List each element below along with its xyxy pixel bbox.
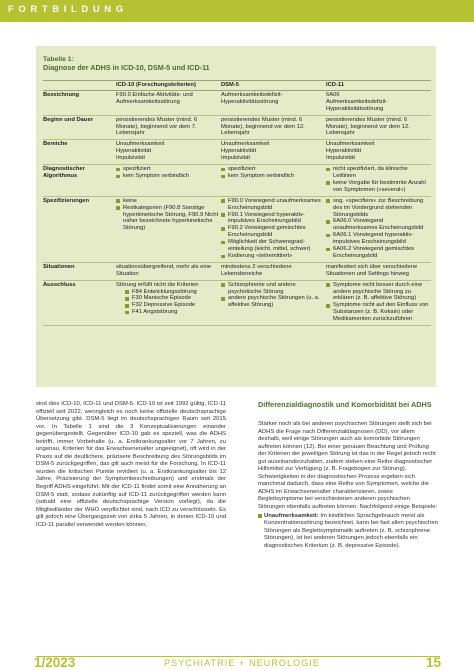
- cell-text: F84 Entwicklungsstörung: [132, 288, 197, 295]
- body-text-left: sind dies ICD-10, ICD-11 und DSM-5. ICD-10 ist seit 1992 gültig, ICD-11 offiziell seit 2022, wenngleich es noch keine offizielle deutschsprachige Übersetzung gibt. DSM-5 liegt im deutschsprachigen Raum seit 2015 vor. In Tabelle 1 sind die 3 Konzeptualisierungen einander gegenübergestellt. Gegenüber ICD-10 gab es speziell, was die ADHS betrifft, immer Vorbehalte (u. a. Erstkrankungsalter vor 7 Jahren, zu ungenau, Kriterien für das Erwachsenenalter ungeeignet), oft wird in der Praxis auf die deutlichere, präzisere Beschreibung des Störungsbilds im DSM-5 zurückgegriffen, das gilt auch meist für die Forschung. In ICD-11 wurden die kritischen Punkte revidiert (u. a. Erstkrankungsalter bis 12 Jahre, Präzisierung der Symptombeschreibungen) und erstmals der Begriff ADHS eingeführt. Mit der ICD-11 findet somit eine Annäherung an DSM-5 statt, sodass zukünftig auf ICD-11 zurückgegriffen werden kann (sobald eine offizielle deutschsprachige Version vorliegt), da die Mitgliedländer der WHO verpflichtet sind, nach ICD zu verschlüsseln. Es gilt jedoch eine Übergangszeit von zirka 5 Jahren, in denen ICD-10 und ICD-11 parallel verwendet werden können.: [36, 401, 226, 528]
- bullet-icon: [221, 175, 225, 179]
- cell-text: Symptome nicht auf den Einfluss von Substanzen (z. B. Kokain) oder Medikamenten zurückzuführen: [333, 302, 429, 323]
- cell-text: F30 Manische Episode: [132, 295, 191, 302]
- cell-text: F41 Angststörung: [132, 309, 178, 316]
- bullet-icon: [326, 220, 330, 224]
- cell-text: persistierendes Muster (mind. 6 Monate), beginnend vor dem 12. Lebensjahr: [326, 116, 410, 137]
- cell-list-item: [326, 282, 429, 303]
- table-cell-dsm5: [221, 280, 326, 325]
- cell-text: Hyperaktivität: [221, 148, 257, 155]
- bullet-icon: [221, 297, 225, 301]
- cell-text: [116, 264, 219, 278]
- cell-text: keine Vorgabe für bestimmte Anzahl von Symptomen («several»): [333, 179, 426, 193]
- cell-text: [326, 155, 429, 162]
- cell-text: persistierendes Muster (mind. 6 Monate), beginnend vor dem 7. Lebensjahr: [116, 116, 198, 137]
- cell-text: Störung erfüllt nicht die Kriterien: [116, 281, 199, 288]
- cell-text: F90.0 Einfache Aktivitäts- und Aufmerksamkeitsstörung: [116, 91, 193, 105]
- body-paragraph: Stärker noch als bei anderen psychischen Störungen stellt sich bei ADHS die Frage nach Differenzialdiagnosen (DD), vor allem deshalb, weil einige Störungen auch als komorbide Störungen auftreten können (12). Bei einer genauen Beachtung und Prüfung der Kriterien der jeweiligen Störung ist das in der Regel jedoch recht gut auseinanderzuhalten, zudem stehen eine Reihe diagnostischer Hilfsmittel zur Verfügung (z. B. Fragebogen zur Störung). Schwierigkeiten in der diagnostischen Prozess ergeben sich manchmal dadurch, dass eine Reihe von Symptomen, welche die ADHS im Erwachsenenalter charakterisieren, sowie Begleitsymptome bei verschiedenen anderen psychischen Störungen ebenfalls auftreten können. Nachfolgend einige Beispiele:: [258, 421, 438, 511]
- table-row: [43, 262, 431, 280]
- table-row: [43, 90, 431, 115]
- cell-list-item: [326, 218, 429, 232]
- cell-text: [221, 117, 324, 138]
- cell-list-item: [326, 166, 429, 180]
- cell-list-item: [221, 166, 324, 173]
- cell-text: mindestens 2 verschiedene Lebensbereiche: [221, 263, 292, 277]
- list-item-lead: Unaufmerksamkeit:: [264, 512, 319, 519]
- cell-text: [116, 148, 219, 155]
- table-cell-dsm5: [221, 165, 326, 197]
- table-row: [43, 115, 431, 140]
- table-row: [43, 165, 431, 197]
- cell-text: Möglichkeit der Schweregrad-einteilung (leicht, mittel, schwer): [228, 239, 311, 253]
- table-cell-icd10: [116, 90, 221, 115]
- bullet-icon: [116, 199, 120, 203]
- bullet-icon: [116, 175, 120, 179]
- cell-text: [221, 264, 324, 278]
- journal-title: PSYCHIATRIE + NEUROLOGIE: [163, 658, 320, 668]
- cell-text: Unaufmerksamkeit: [221, 141, 270, 148]
- cell-text: andere psychische Störungen (u. a. affektive Störung): [228, 295, 320, 309]
- cell-list-item: [221, 212, 324, 226]
- cell-list-item: [116, 289, 219, 296]
- row-label: Bezeichnung: [43, 90, 116, 115]
- bullet-icon: [116, 168, 120, 172]
- cell-text: sog. «specifiers» zur Beschreibung des im Vordergrund stehenden Störungsbilds: [333, 197, 424, 218]
- column-header: DSM-5: [221, 81, 326, 91]
- cell-list-item: [326, 246, 429, 260]
- table-cell-dsm5: [221, 90, 326, 115]
- bullet-icon: [221, 283, 225, 287]
- cell-text: [221, 148, 324, 155]
- body-text-right: [258, 421, 438, 550]
- bullet-icon: [221, 227, 225, 231]
- diagnosis-table: [43, 80, 431, 326]
- table-row: [43, 140, 431, 165]
- footer-rule: [36, 656, 440, 657]
- cell-list-item: [116, 166, 219, 173]
- cell-text: Impulsivität: [116, 155, 145, 162]
- table-cell-dsm5: [221, 140, 326, 165]
- cell-text: Restkategorien (F90.8 Sonstige hyperkinetische Störung, F90.9 Nicht näher bezeichnete hyperkinetische Störung): [123, 204, 219, 232]
- bullet-icon: [326, 168, 330, 172]
- cell-text: [326, 148, 429, 155]
- table-cell-icd11: [326, 165, 431, 197]
- cell-text: Schizophrenie und andere psychotische Störung: [228, 281, 296, 295]
- cell-list-item: [221, 295, 324, 309]
- cell-text: Unaufmerksamkeit: [116, 141, 165, 148]
- cell-text: [326, 264, 429, 278]
- section-heading: Differenzialdiagnostik und Komorbidität bei ADHS: [258, 400, 432, 409]
- cell-list-item: [221, 198, 324, 212]
- bullet-icon: [125, 290, 129, 294]
- cell-text: [326, 92, 429, 99]
- cell-text: kein Symptom verbindlich: [228, 172, 295, 179]
- page-number: 15: [426, 655, 442, 670]
- table-cell-dsm5: [221, 262, 326, 280]
- table-cell-icd11: [326, 280, 431, 325]
- row-label: Situationen: [43, 262, 116, 280]
- cell-text: [221, 155, 324, 162]
- table-cell-dsm5: [221, 196, 326, 262]
- cell-text: F90.1 Vorwiegend hyperaktiv-impulsives Erscheinungsbild: [228, 211, 305, 225]
- table-cell-icd11: [326, 115, 431, 140]
- cell-text: spezifiziert: [123, 166, 151, 173]
- bullet-icon: [221, 255, 225, 259]
- cell-list-item: [221, 173, 324, 180]
- bullet-icon: [221, 241, 225, 245]
- cell-text: [116, 282, 219, 289]
- table-cell-icd10: [116, 140, 221, 165]
- table-cell-dsm5: [221, 115, 326, 140]
- cell-list-item: [326, 232, 429, 246]
- table-cell-icd11: [326, 90, 431, 115]
- bullet-icon: [258, 514, 262, 518]
- table-cell-icd11: [326, 196, 431, 262]
- table-cell-icd10: [116, 262, 221, 280]
- cell-list-item: [221, 225, 324, 239]
- row-label: Spezifizierungen: [43, 196, 116, 262]
- cell-list-item: [116, 173, 219, 180]
- bullet-icon: [221, 213, 225, 217]
- section-label: FORTBILDUNG: [8, 4, 128, 15]
- cell-text: [326, 117, 429, 138]
- table-cell-icd10: [116, 115, 221, 140]
- cell-text: Hyperaktivität: [116, 148, 152, 155]
- cell-text: F90.2 Vorwiegend gemischtes Erscheinungsbild: [228, 225, 306, 239]
- bullet-icon: [125, 304, 129, 308]
- cell-text: Unaufmerksamkeit: [326, 141, 375, 148]
- cell-text: situationsübergreifend, mehr als eine Situation: [116, 263, 212, 277]
- cell-text: [116, 141, 219, 148]
- table-header-row: [43, 81, 431, 91]
- table-cell-icd10: [116, 165, 221, 197]
- cell-text: Aufmerksamkeitsdefizit-Hyperaktivitätsstörung: [221, 91, 283, 105]
- cell-text: Impulsivität: [326, 155, 355, 162]
- cell-text: [326, 99, 429, 113]
- cell-text: nicht spezifiziert, da klinische Leitlinien: [333, 166, 408, 179]
- cell-list-item: [116, 302, 219, 309]
- cell-list-item: [116, 198, 219, 205]
- cell-text: persistierendes Muster (mind. 6 Monate), beginnend vor dem 12. Lebensjahr: [221, 116, 305, 137]
- cell-text: F32 Depressive Episode: [132, 302, 196, 309]
- cell-text: Symptome nicht besser durch eine andere psychische Störung zu erklären (z. B. affektive Störung): [333, 281, 423, 302]
- cell-list-item: [221, 239, 324, 253]
- bullet-icon: [326, 283, 330, 287]
- table-caption: [43, 56, 210, 73]
- cell-text: [221, 92, 324, 106]
- cell-text: 6A06.1 Vorwiegend hyperaktiv-impulsives Erscheinungsbild: [333, 232, 414, 246]
- cell-text: manifestiert sich über verschiedene Situationen und Settings hinweg: [326, 263, 418, 277]
- table-cell-icd11: [326, 140, 431, 165]
- cell-list-item: [326, 302, 429, 323]
- row-label: Diagnostischer Algorithmus: [43, 165, 116, 197]
- list-item: [258, 513, 438, 551]
- caption-number: Tabelle 1:: [43, 56, 74, 63]
- bullet-icon: [326, 234, 330, 238]
- bullet-icon: [326, 248, 330, 252]
- cell-list-item: [221, 282, 324, 296]
- cell-list-item: [326, 198, 429, 219]
- bullet-icon: [221, 199, 225, 203]
- cell-list-item: [116, 205, 219, 233]
- cell-text: [221, 141, 324, 148]
- row-label: Bereiche: [43, 140, 116, 165]
- cell-text: 6A06: [326, 91, 340, 98]
- column-header: [43, 81, 116, 91]
- bullet-icon: [326, 199, 330, 203]
- cell-text: Kodierung «teilremittiert»: [228, 252, 293, 259]
- issue-number: 1/2023: [34, 655, 76, 670]
- cell-text: F90.0 Vorwiegend unaufmerksames Erscheinungsbild: [228, 197, 321, 211]
- bullet-icon: [125, 311, 129, 315]
- cell-text: 6A06.2 Vorwiegend gemischtes Erscheinungsbild: [333, 246, 415, 259]
- table-row: [43, 280, 431, 325]
- bullet-icon: [116, 206, 120, 210]
- row-label: Ausschluss: [43, 280, 116, 325]
- cell-text: kein Symptom verbindlich: [123, 172, 190, 179]
- bullet-icon: [125, 297, 129, 301]
- cell-text: [116, 155, 219, 162]
- cell-list-item: [221, 253, 324, 260]
- cell-list-item: [326, 180, 429, 194]
- cell-text: keine: [123, 197, 137, 204]
- cell-text: Hyperaktivität: [326, 148, 362, 155]
- column-header: ICD-10 (Forschungskriterien): [116, 81, 221, 91]
- row-label: Beginn und Dauer: [43, 115, 116, 140]
- table-cell-icd11: [326, 262, 431, 280]
- column-header: ICD-11: [326, 81, 431, 91]
- cell-text: [116, 92, 219, 106]
- cell-text: spezifiziert: [228, 166, 256, 173]
- cell-text: [326, 141, 429, 148]
- cell-list-item: [116, 309, 219, 316]
- cell-list-item: [116, 295, 219, 302]
- table-cell-icd10: [116, 196, 221, 262]
- caption-title: Diagnose der ADHS in ICD-10, DSM-5 und ICD-11: [43, 63, 210, 73]
- list-item-text: Im kindlichen Sprachgebrauch meist als Konzentrationsstörung bezeichnet, kann bei fast allen psychischen Störungen als Begleitsymptomatik auftreten (z. B. schizophrene Störungen), ist bei anderen Störungen jedoch ebenfalls ein diagnostisches Kriterium (z. B. depressive Episode).: [264, 512, 438, 549]
- cell-text: 6A06.0 Vorwiegend unaufmerksames Erscheinungsbild: [333, 218, 424, 232]
- cell-text: Aufmerksamkeitsdefizit-Hyperaktivitätsstörung: [326, 98, 388, 112]
- bullet-icon: [326, 181, 330, 185]
- table-row: [43, 196, 431, 262]
- cell-text: [116, 117, 219, 138]
- cell-text: Impulsivität: [221, 155, 250, 162]
- bullet-icon: [326, 304, 330, 308]
- bullet-icon: [221, 168, 225, 172]
- table-cell-icd10: [116, 280, 221, 325]
